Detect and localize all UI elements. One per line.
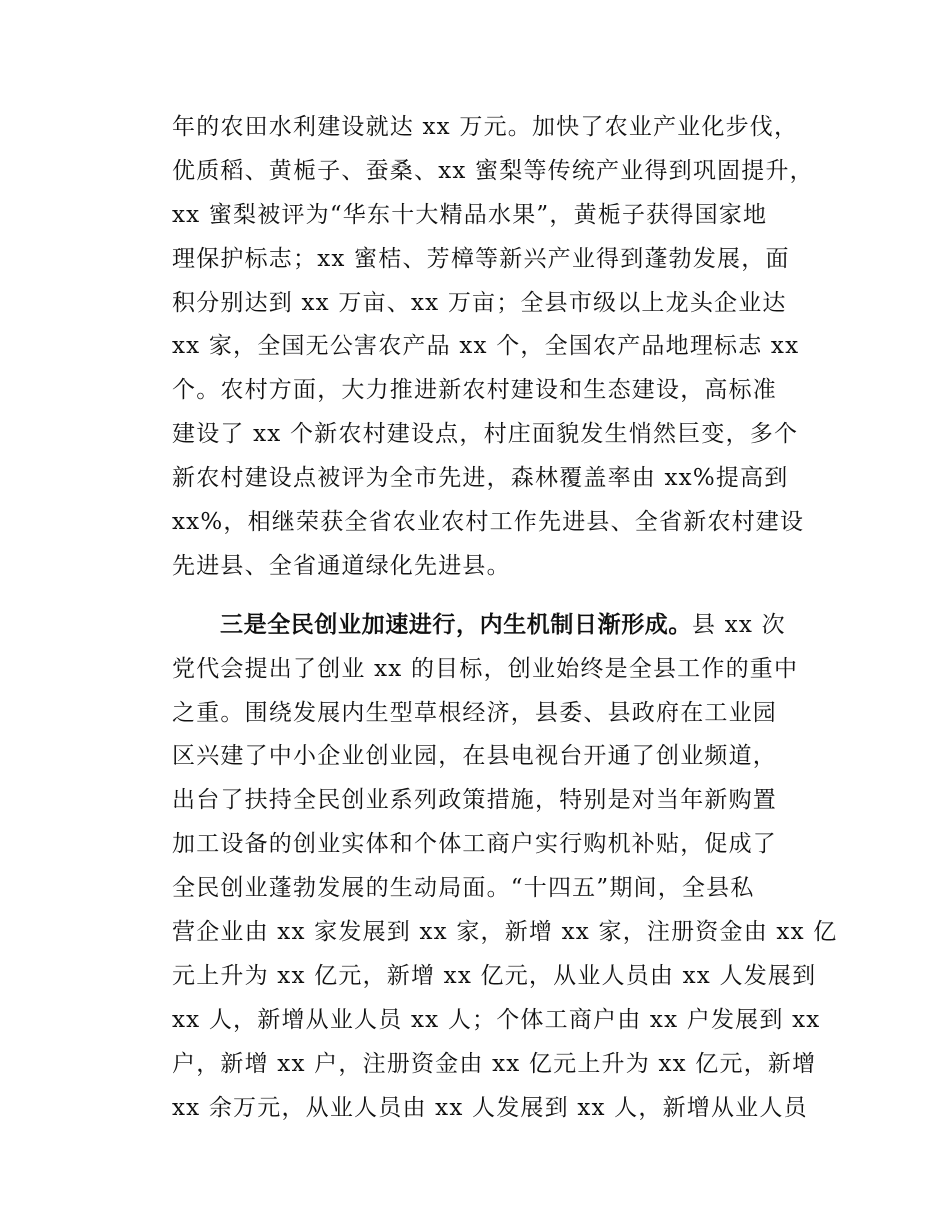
text-line: 加工设备的创业实体和个体工商户实行购机补贴，促成了 — [172, 831, 777, 858]
text-line: 元上升为 xx 亿元，新增 xx 亿元，从业人员由 xx 人发展到 — [172, 962, 817, 989]
text-line: 年的农田水利建设就达 xx 万元。加快了农业产业化步伐， — [172, 114, 799, 140]
text-line: 优质稻、黄栀子、蚕桑、xx 蜜梨等传统产业得到巩固提升， — [172, 157, 814, 184]
text-line: xx 余万元，从业人员由 xx 人发展到 xx 人，新增从业人员 — [172, 1094, 808, 1121]
text-line: 党代会提出了创业 xx 的目标，创业始终是全县工作的重中 — [172, 655, 799, 682]
text-line: xx 家，全国无公害农产品 xx 个，全国农产品地理标志 xx — [172, 333, 800, 360]
text-line: 营企业由 xx 家发展到 xx 家，新增 xx 家，注册资金由 xx 亿 — [172, 919, 838, 946]
text-line: 个。农村方面，大力推进新农村建设和生态建设，高标准 — [172, 377, 777, 404]
document-body — [172, 106, 838, 1130]
text-line: 新农村建设点被评为全市先进，森林覆盖率由 xx%提高到 — [172, 465, 789, 492]
text-run: 县 xx 次 — [692, 611, 786, 638]
paragraph-first-line — [172, 604, 812, 648]
paragraph-entrepreneurship — [172, 604, 838, 1131]
text-line: xx%，相继荣获全省农业农村工作先进县、全省新农村建设 — [172, 509, 805, 536]
text-line: 先进县、全省通道绿化先进县。 — [172, 552, 511, 579]
text-line: 建设了 xx 个新农村建设点，村庄面貌发生悄然巨变，多个 — [172, 421, 799, 448]
paragraph-heading: 三是全民创业加速进行，内生机制日渐形成。 — [220, 611, 692, 638]
paragraph-spacing — [172, 589, 812, 604]
text-line: xx 人，新增从业人员 xx 人；个体工商户由 xx 户发展到 xx — [172, 1006, 821, 1033]
text-line: 理保护标志；xx 蜜桔、芳樟等新兴产业得到蓬勃发展，面 — [172, 245, 790, 272]
text-line: 户，新增 xx 户，注册资金由 xx 亿元上升为 xx 亿元，新增 — [172, 1050, 817, 1077]
text-line: 全民创业蓬勃发展的生动局面。“十四五”期间，全县私 — [172, 875, 755, 902]
text-line: 区兴建了中小企业创业园，在县电视台开通了创业频道， — [172, 743, 777, 770]
text-line: 出台了扶持全民创业系列政策措施，特别是对当年新购置 — [172, 787, 777, 814]
paragraph-agriculture — [172, 106, 812, 589]
text-line: 之重。围绕发展内生型草根经济，县委、县政府在工业园 — [172, 699, 777, 726]
text-line: xx 蜜梨被评为“华东十大精品水果”，黄栀子获得国家地 — [172, 201, 768, 228]
text-line: 积分别达到 xx 万亩、xx 万亩；全县市级以上龙头企业达 — [172, 289, 787, 316]
